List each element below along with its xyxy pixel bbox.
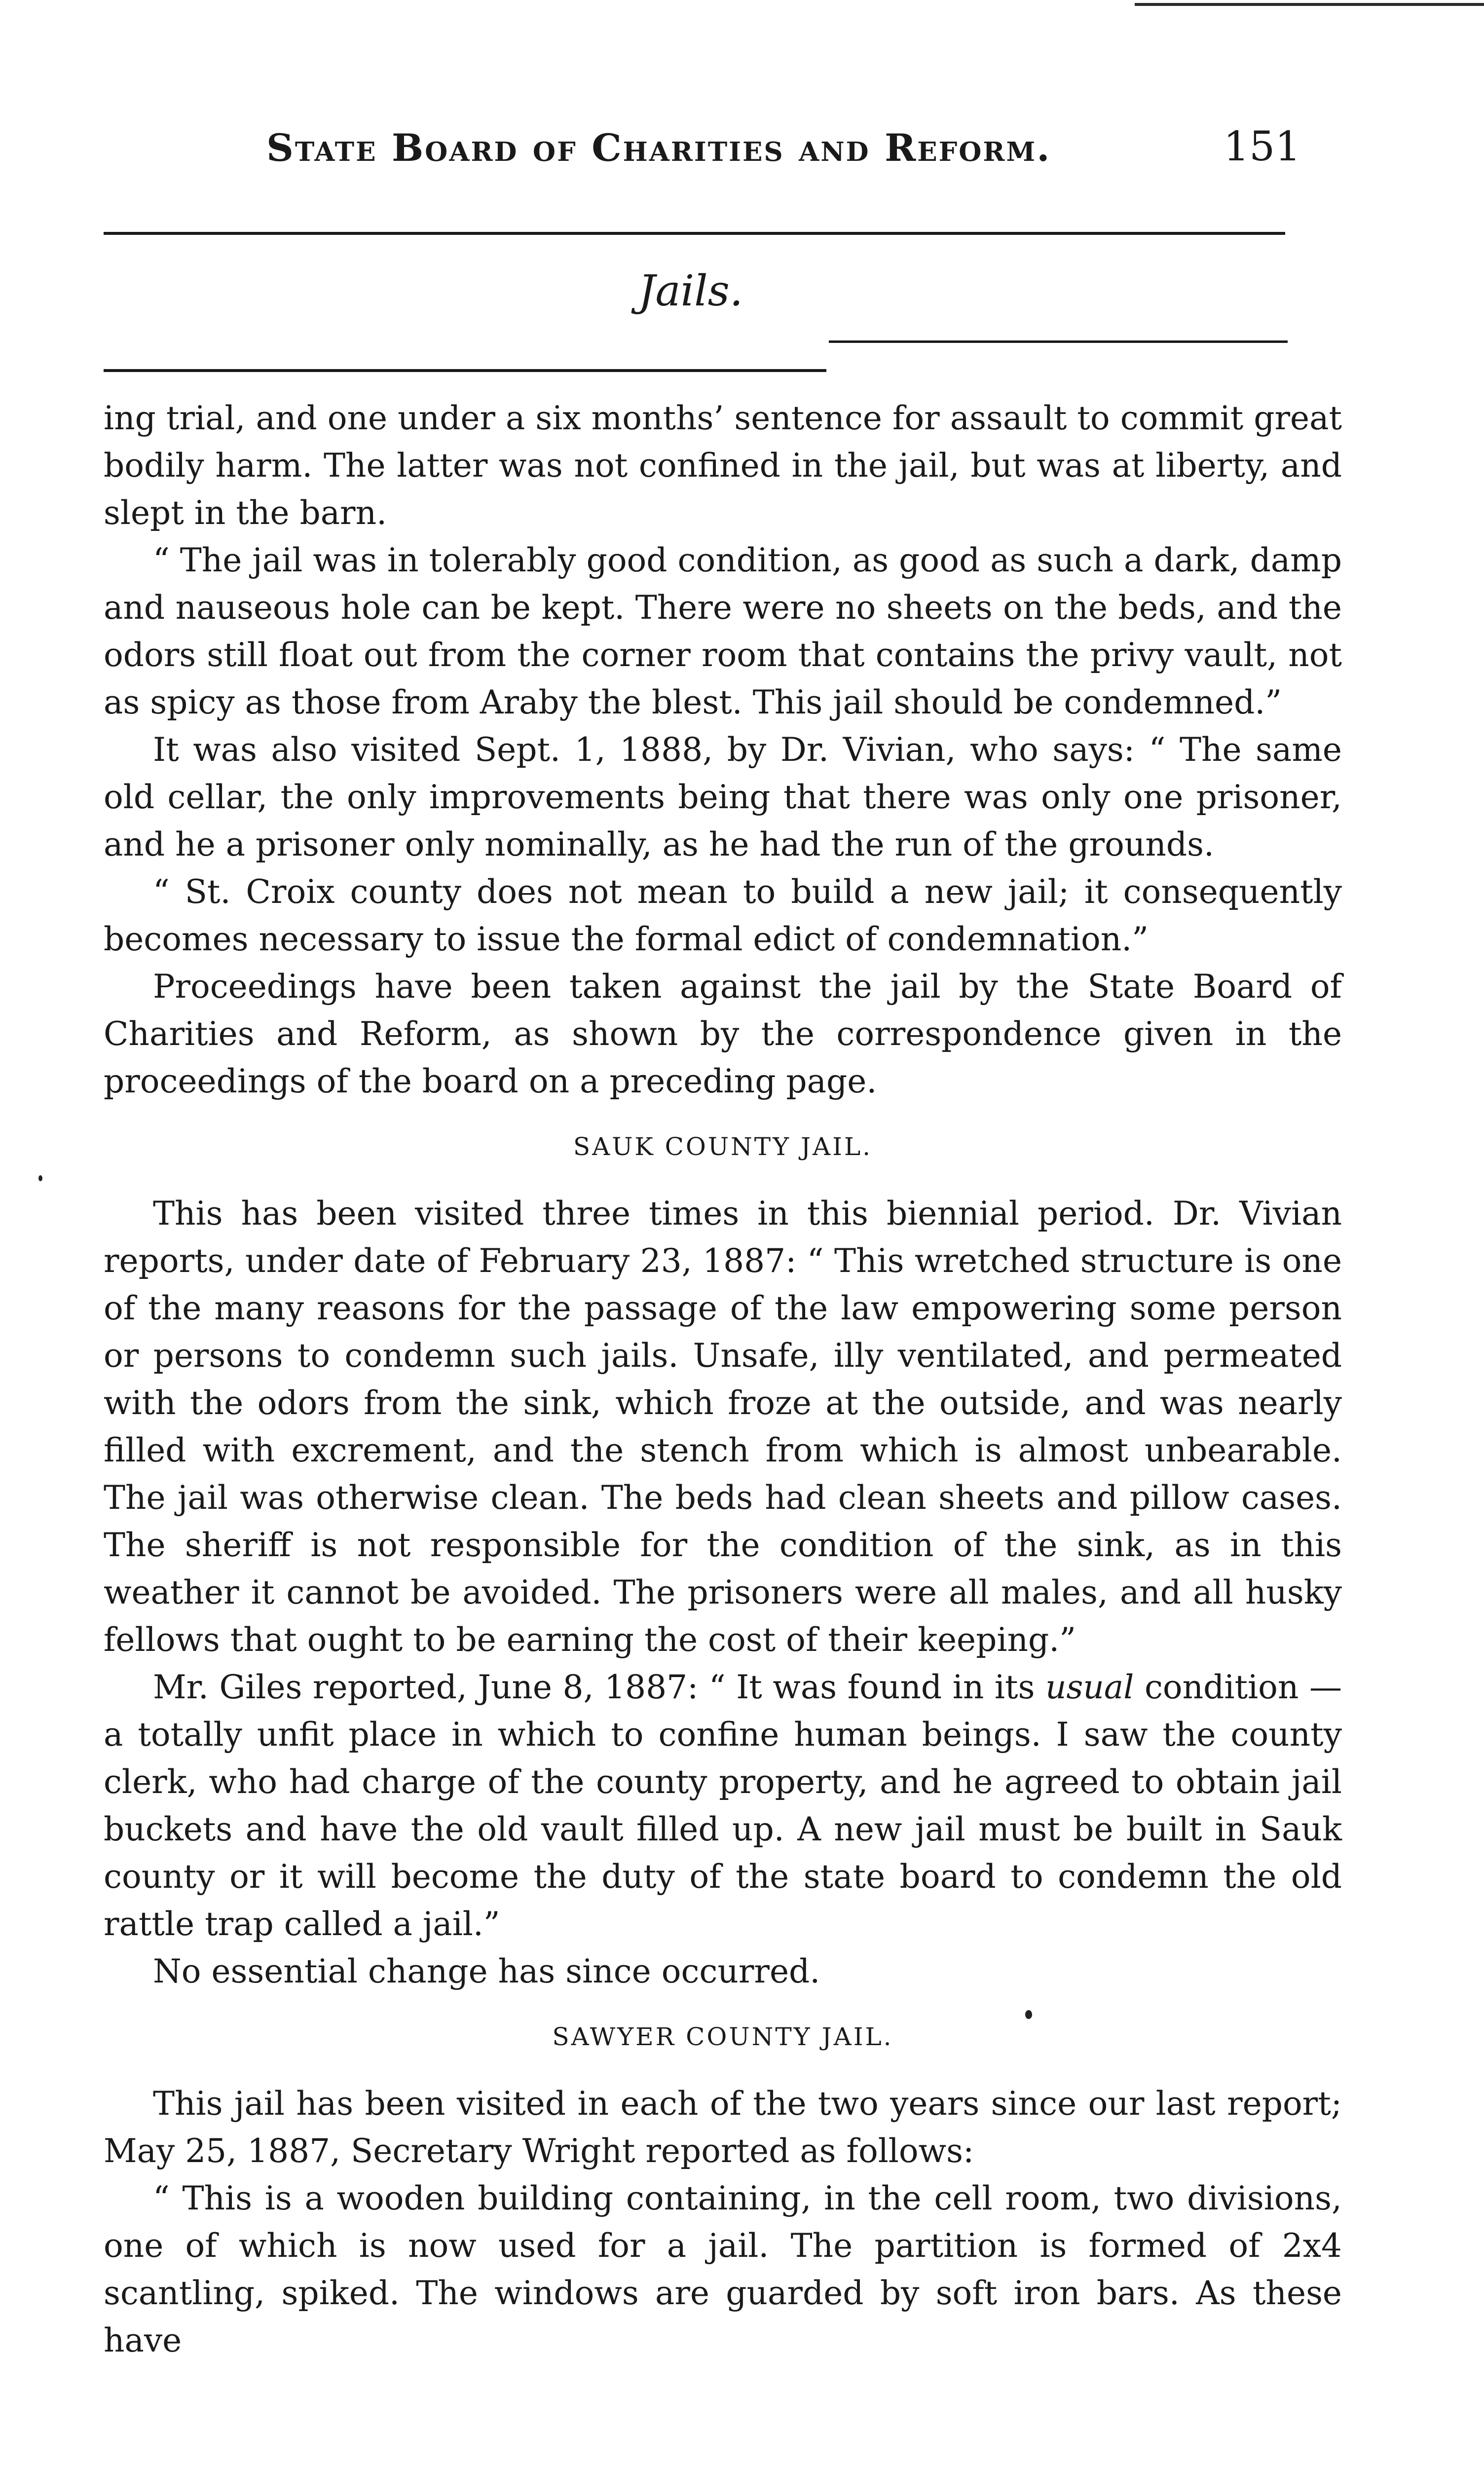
header-rule-bottom-right bbox=[829, 340, 1288, 343]
heading-sauk-county-jail: SAUK COUNTY JAIL. bbox=[573, 1132, 873, 1161]
paragraph bbox=[104, 1664, 1342, 1948]
paragraph: “ This is a wooden building containing, in the cell room, two divisions, one of which is now used for a jail. The partition is formed of 2x4 scantling, spiked. The windows are guarded by soft iron bars. As these have bbox=[104, 2179, 1342, 2359]
paragraph: No essential change has since occurred. bbox=[153, 1952, 820, 1990]
print-speck bbox=[38, 1175, 42, 1181]
header-rule-top bbox=[104, 232, 1285, 235]
paragraph: It was also visited Sept. 1, 1888, by Dr. Vivian, who says: “ The same old cellar, the only improvements being that there was only one prisoner, and he a prisoner only nominally, as he had the run of the grounds. bbox=[104, 731, 1342, 863]
paragraph: “ St. Croix county does not mean to build a new jail; it consequently becomes necessary to issue the formal edict of condemnation.” bbox=[104, 873, 1342, 958]
section-title: Jails. bbox=[638, 266, 743, 316]
italic-word: usual bbox=[1045, 1668, 1134, 1706]
paragraph: ing trial, and one under a six months’ sentence for assault to commit great bodily harm. The latter was not confined in the jail, but was at liberty, and slept in the barn. bbox=[104, 399, 1342, 532]
paragraph: “ The jail was in tolerably good condition, as good as such a dark, damp and nauseous hole can be kept. There were no sheets on the beds, and the odors still float out from the corner room that contains the privy vault, not as spicy as those from Araby the blest. This jail should be condemned.” bbox=[104, 541, 1342, 721]
paragraph-text: condition — a totally unfit place in which to confine human beings. I saw the county clerk, who had charge of the county property, and he agreed to obtain jail buckets and have the old vault filled up. A new jail must be built in Sauk county or it will become the duty of the state board to condemn the old rattle trap called a jail.” bbox=[104, 1668, 1342, 1943]
page-number: 151 bbox=[1224, 123, 1301, 170]
paragraph: This jail has been visited in each of the two years since our last report; May 25, 1887, Secretary Wright reported as follows: bbox=[104, 2085, 1342, 2170]
print-speck bbox=[1025, 2010, 1032, 2019]
heading-sawyer-county-jail: SAWYER COUNTY JAIL. bbox=[552, 2022, 893, 2051]
header-rule-bottom-left bbox=[104, 369, 826, 372]
running-head: State Board of Charities and Reform. bbox=[266, 126, 1051, 170]
paragraph-text: Mr. Giles reported, June 8, 1887: “ It was found in its bbox=[153, 1668, 1046, 1706]
paragraph: Proceedings have been taken against the jail by the State Board of Charities and Reform, as shown by the correspondence given in the proceedings of the board on a preceding page. bbox=[104, 968, 1342, 1100]
body-text bbox=[104, 395, 1342, 2364]
scan-edge-line bbox=[1135, 3, 1484, 6]
paragraph: This has been visited three times in this biennial period. Dr. Vivian reports, under date of February 23, 1887: “ This wretched structure is one of the many reasons for the passage of the law empowering some person or persons to condemn such jails. Unsafe, illy ventilated, and permeated with the odors from the sink, which froze at the outside, and was nearly filled with excrement, and the stench from which is almost unbearable. The jail was otherwise clean. The beds had clean sheets and pillow cases. The sheriff is not responsible for the condition of the sink, as in this weather it cannot be avoided. The prisoners were all males, and all husky fellows that ought to be earning the cost of their keeping.” bbox=[104, 1195, 1342, 1659]
